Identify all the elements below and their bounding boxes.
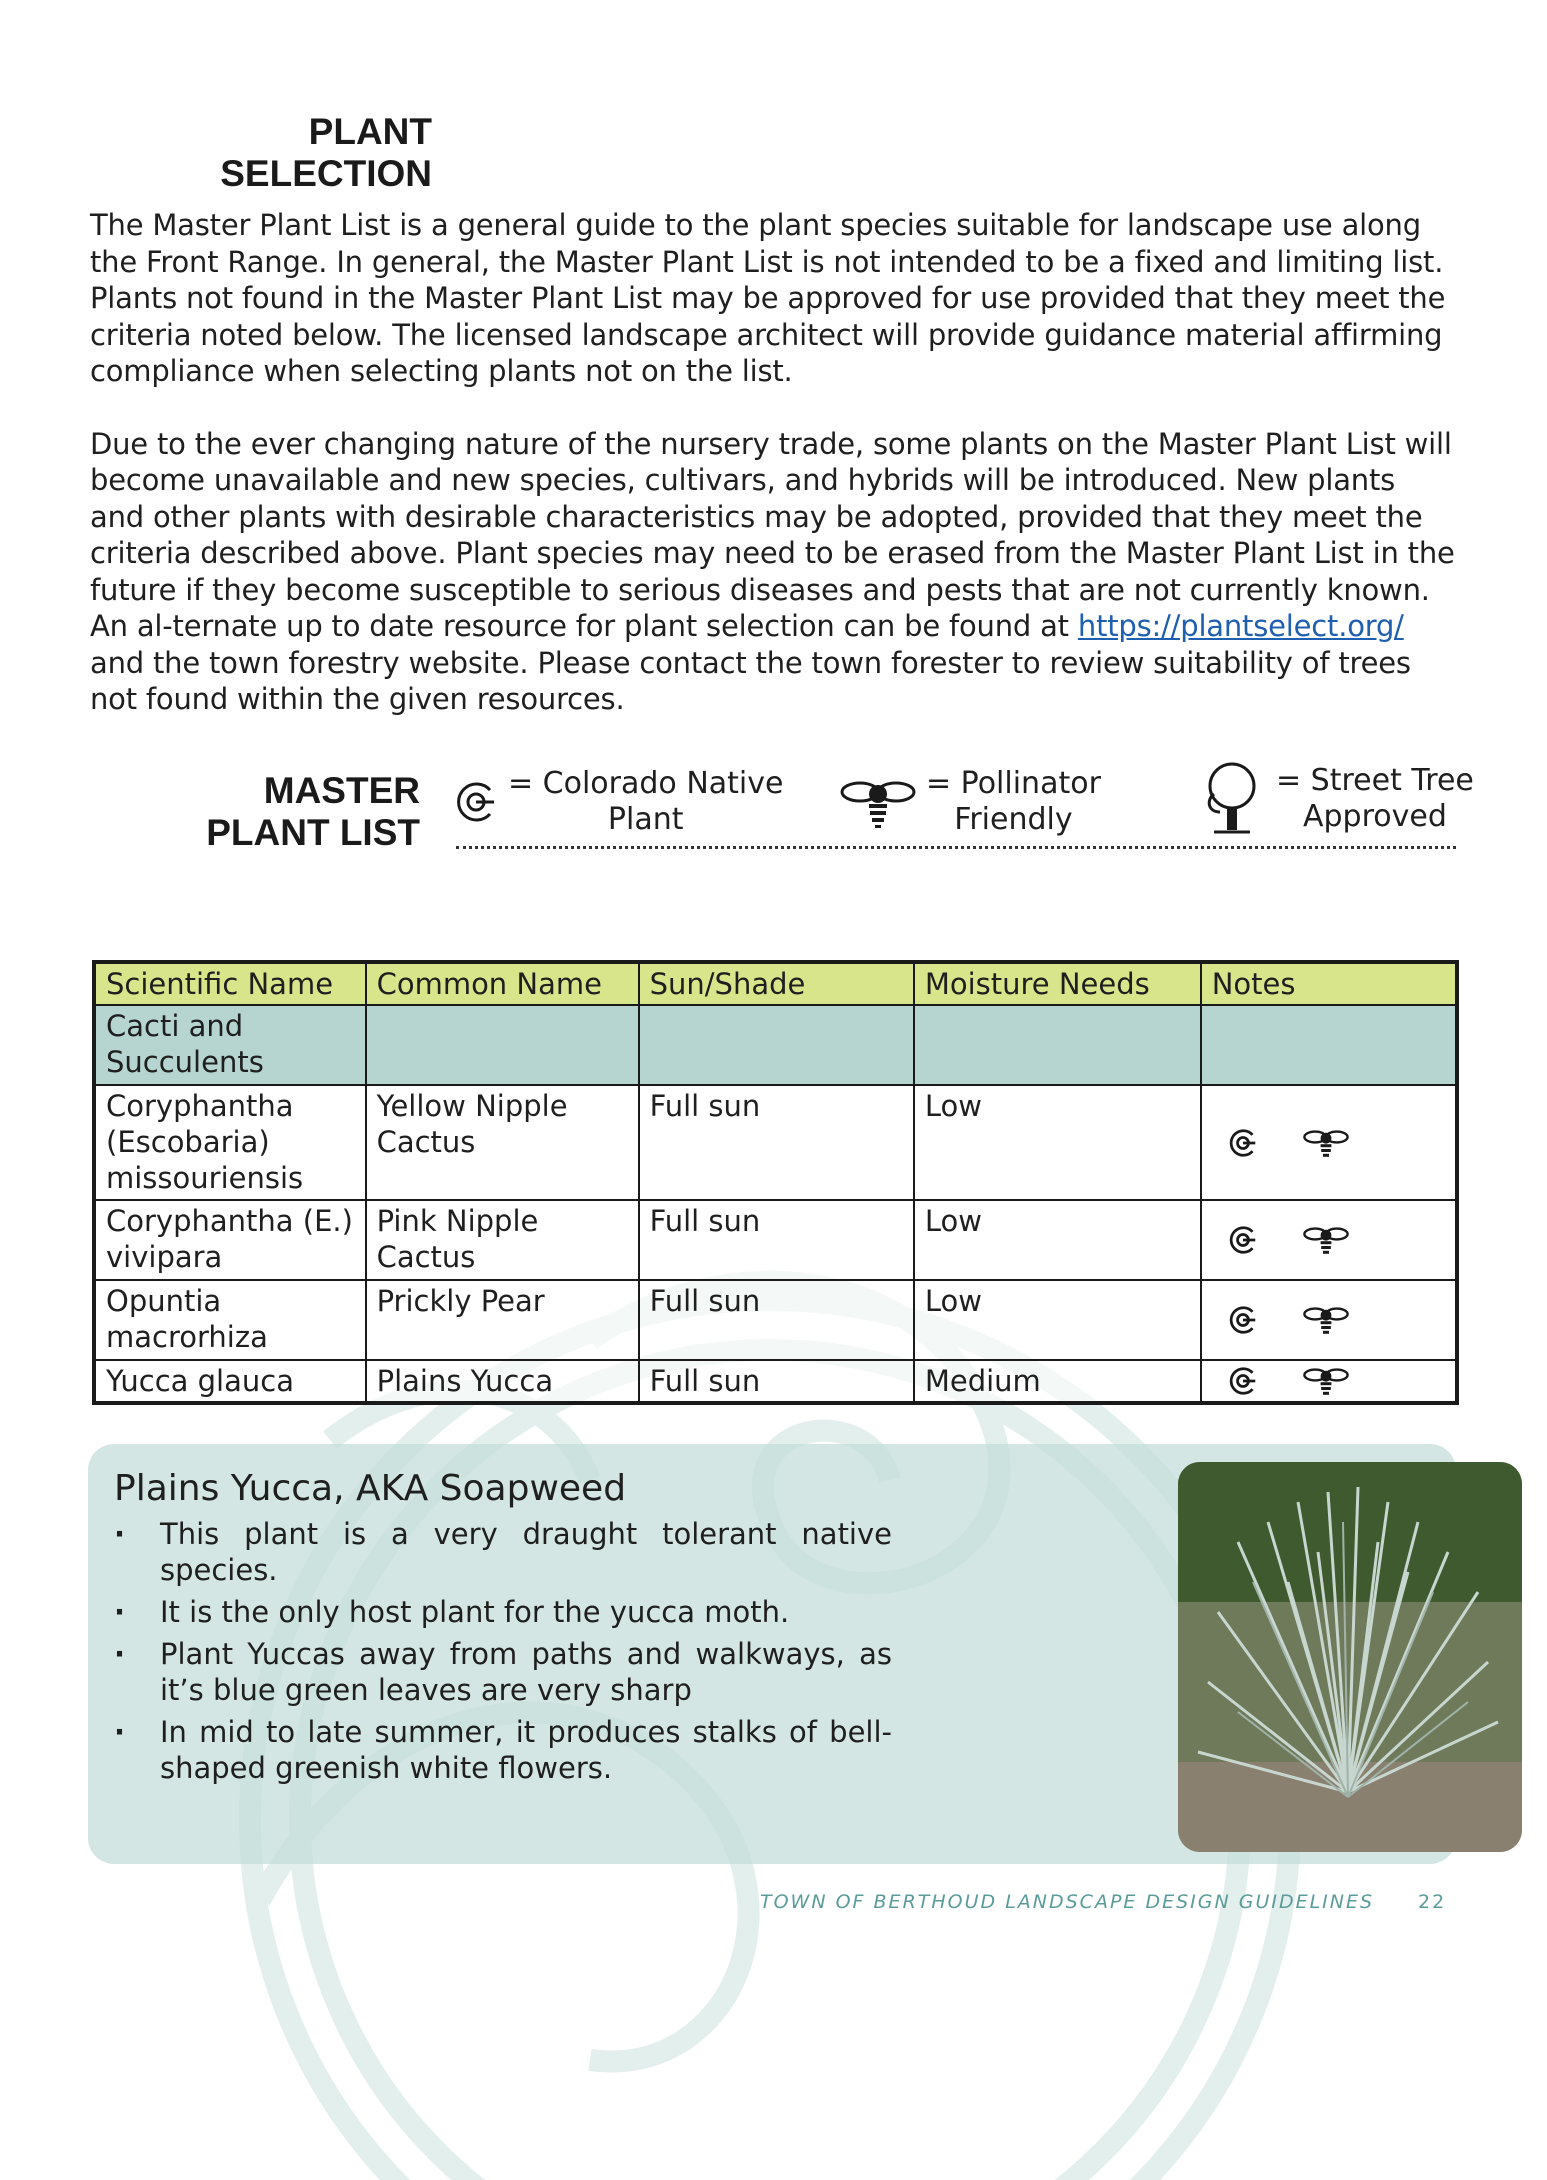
colorado-c-icon bbox=[454, 780, 498, 824]
colorado-c-icon bbox=[1228, 1225, 1258, 1255]
header-notes: Notes bbox=[1201, 962, 1457, 1005]
cell-notes bbox=[1201, 1085, 1457, 1200]
cell-common: Pink Nipple Cactus bbox=[366, 1200, 639, 1280]
cell-sun: Full sun bbox=[639, 1200, 914, 1280]
yucca-photo bbox=[1178, 1462, 1522, 1852]
cell-sun: Full sun bbox=[639, 1085, 914, 1200]
cell-scientific: Coryphantha (Escobaria) missouriensis bbox=[94, 1085, 366, 1200]
legend-street-tree-line1: = Street Tree bbox=[1276, 763, 1474, 798]
cell-common: Prickly Pear bbox=[366, 1280, 639, 1360]
cell-sun: Full sun bbox=[639, 1360, 914, 1403]
legend-pollinator-line2: Friendly bbox=[954, 802, 1073, 837]
tree-icon bbox=[1200, 760, 1262, 838]
table-row bbox=[94, 1200, 1457, 1280]
category-empty-cell bbox=[366, 1005, 639, 1085]
cell-common: Plains Yucca bbox=[366, 1360, 639, 1403]
bee-icon bbox=[1302, 1125, 1350, 1161]
cell-scientific: Opuntia macrorhiza bbox=[94, 1280, 366, 1360]
master-plant-table bbox=[92, 960, 1459, 1405]
footer-text: TOWN OF BERTHOUD LANDSCAPE DESIGN GUIDELINES bbox=[760, 1891, 1375, 1913]
page-number: 22 bbox=[1418, 1891, 1447, 1913]
category-empty-cell bbox=[639, 1005, 914, 1085]
category-row bbox=[94, 1005, 1457, 1085]
header-sun-shade: Sun/Shade bbox=[639, 962, 914, 1005]
colorado-c-icon bbox=[1228, 1128, 1258, 1158]
cell-moisture: Low bbox=[914, 1280, 1201, 1360]
bee-icon bbox=[1302, 1302, 1350, 1338]
paragraph-1: The Master Plant List is a general guide to the plant species suitable for landscape use along the Front Range. In general, the Master Plant List is not intended to be a fixed and limiting list. Plants not found in the Master Plant List may be approved for use provided that they meet the criteria noted below. The licensed landscape architect will provide guidance material affirming compliance when selecting plants not on the list. bbox=[90, 208, 1446, 388]
legend bbox=[0, 0, 1547, 900]
cell-notes bbox=[1201, 1360, 1457, 1403]
bee-icon bbox=[1302, 1222, 1350, 1258]
section-title-line2: SELECTION bbox=[220, 153, 432, 194]
category-empty-cell bbox=[914, 1005, 1201, 1085]
list-item: · This plant is a very draught tolerant native species. bbox=[114, 1516, 892, 1588]
plant-callout bbox=[88, 1444, 1456, 1864]
legend-divider bbox=[456, 846, 1456, 849]
table-row bbox=[94, 1360, 1457, 1403]
legend-native-line2: Plant bbox=[607, 802, 684, 837]
cell-moisture: Medium bbox=[914, 1360, 1201, 1403]
bee-icon bbox=[838, 772, 918, 832]
colorado-c-icon bbox=[1228, 1366, 1258, 1396]
legend-pollinator bbox=[838, 766, 1101, 838]
bee-icon bbox=[1302, 1363, 1350, 1399]
paragraph-2-text: Due to the ever changing nature of the nursery trade, some plants on the Master Plant List will become unavailable and new species, cultivars, and hybrids will be introduced. New plants and other plants with desirable characteristics may be adopted, provided that they meet the criteria described above. Plant species may need to be erased from the Master Plant List in the future if they become susceptible to serious diseases and pests that are not currently known. An al-ternate up to date resource for plant selection can be found at bbox=[90, 426, 1455, 643]
legend-street-tree-line2: Approved bbox=[1302, 799, 1447, 834]
table-header-row bbox=[94, 962, 1457, 1005]
colorado-c-icon bbox=[1228, 1305, 1258, 1335]
cell-notes bbox=[1201, 1280, 1457, 1360]
table-row bbox=[94, 1085, 1457, 1200]
legend-native bbox=[454, 766, 783, 838]
master-list-title-line1: MASTER bbox=[263, 770, 420, 811]
callout-list bbox=[114, 1516, 892, 1792]
cell-moisture: Low bbox=[914, 1200, 1201, 1280]
cell-moisture: Low bbox=[914, 1085, 1201, 1200]
list-item: · It is the only host plant for the yucca moth. bbox=[114, 1594, 892, 1630]
category-empty-cell bbox=[1201, 1005, 1457, 1085]
table-row bbox=[94, 1280, 1457, 1360]
plantselect-link[interactable]: https://plantselect.org/ bbox=[1077, 609, 1404, 643]
list-item: · In mid to late summer, it produces stalks of bell-shaped greenish white flowers. bbox=[114, 1714, 892, 1786]
cell-sun: Full sun bbox=[639, 1280, 914, 1360]
legend-street-tree bbox=[1200, 760, 1474, 838]
legend-pollinator-line1: = Pollinator bbox=[926, 766, 1101, 801]
section-title-line1: PLANT bbox=[308, 111, 432, 152]
category-label: Cacti and Succulents bbox=[94, 1005, 366, 1085]
paragraph-2-tail: and the town forestry website. Please contact the town forester to review suitability of trees not found within the given resources. bbox=[90, 645, 1411, 716]
list-item: · Plant Yuccas away from paths and walkways, as it’s blue green leaves are very sharp bbox=[114, 1636, 892, 1708]
cell-notes bbox=[1201, 1200, 1457, 1280]
legend-native-line1: = Colorado Native bbox=[508, 766, 784, 801]
header-moisture-needs: Moisture Needs bbox=[914, 962, 1201, 1005]
cell-scientific: Yucca glauca bbox=[94, 1360, 366, 1403]
cell-common: Yellow Nipple Cactus bbox=[366, 1085, 639, 1200]
header-common-name: Common Name bbox=[366, 962, 639, 1005]
cell-scientific: Coryphantha (E.) vivipara bbox=[94, 1200, 366, 1280]
header-scientific-name: Scientific Name bbox=[94, 962, 366, 1005]
callout-title: Plains Yucca, AKA Soapweed bbox=[114, 1468, 627, 1509]
master-list-title-line2: PLANT LIST bbox=[206, 812, 420, 853]
